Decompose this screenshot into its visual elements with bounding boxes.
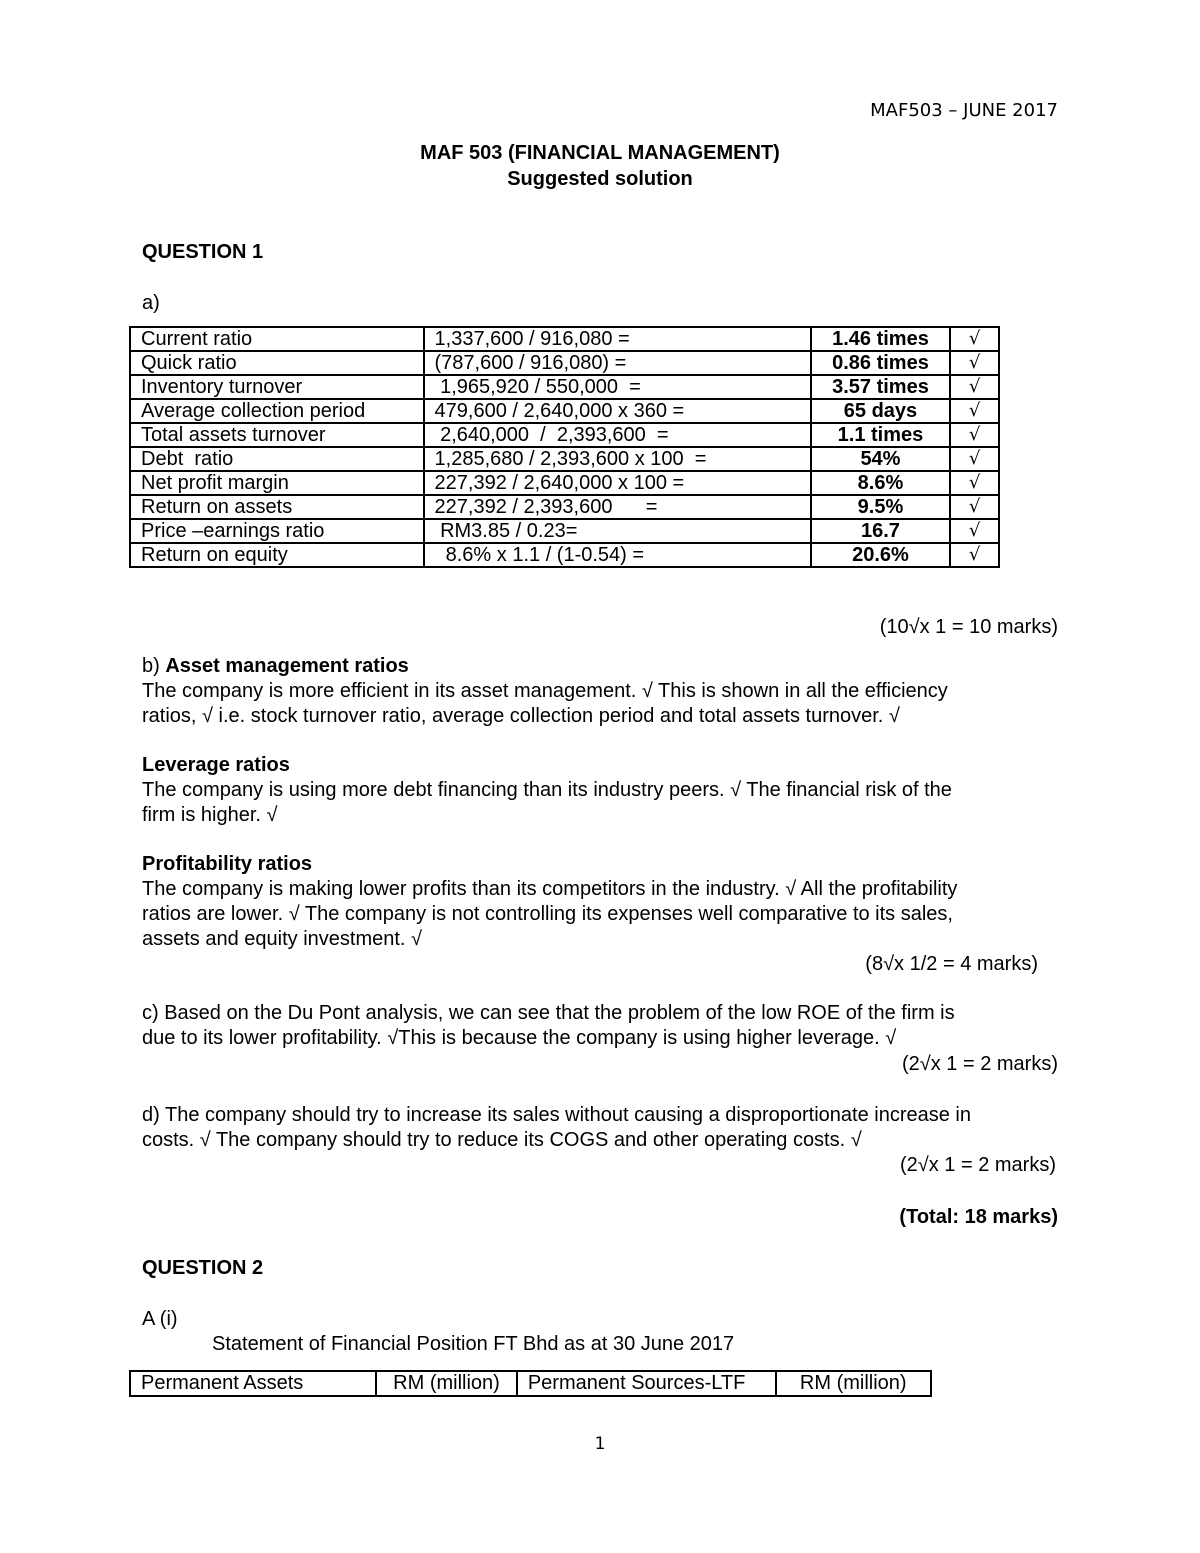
part-d-line-1: d) The company should try to increase its sales without causing a disproportionate increase in — [142, 1104, 971, 1126]
header-permanent-sources: Permanent Sources-LTF — [517, 1371, 776, 1396]
leverage-line-2: firm is higher. √ — [142, 804, 278, 826]
check-mark-icon: √ — [950, 495, 999, 519]
part-a-label: a) — [142, 292, 160, 314]
ratio-formula: 479,600 / 2,640,000 x 360 = — [424, 399, 811, 423]
check-mark-icon: √ — [950, 519, 999, 543]
leverage-line-1: The company is using more debt financing than its industry peers. √ The financial risk of the — [142, 779, 952, 801]
ratio-result: 16.7 — [811, 519, 951, 543]
ratio-formula: 1,337,600 / 916,080 = — [424, 327, 811, 351]
ratio-formula: 1,965,920 / 550,000 = — [424, 375, 811, 399]
header-permanent-assets: Permanent Assets — [130, 1371, 376, 1396]
ratio-name: Current ratio — [130, 327, 424, 351]
check-mark-icon: √ — [950, 375, 999, 399]
asset-line-1: The company is more efficient in its asset management. √ This is shown in all the efficiency — [142, 680, 948, 702]
document-title: MAF 503 (FINANCIAL MANAGEMENT) — [420, 142, 780, 164]
table-row — [130, 327, 999, 351]
part-d-line-2: costs. √ The company should try to reduce its COGS and other operating costs. √ — [142, 1129, 862, 1151]
ratio-name: Average collection period — [130, 399, 424, 423]
ratio-formula: RM3.85 / 0.23= — [424, 519, 811, 543]
marks-a: (10√x 1 = 10 marks) — [879, 616, 1058, 638]
ratio-formula: (787,600 / 916,080) = — [424, 351, 811, 375]
asset-management-heading — [142, 654, 409, 679]
ratio-name: Net profit margin — [130, 471, 424, 495]
part-c-line-1: c) Based on the Du Pont analysis, we can see that the problem of the low ROE of the firm is — [142, 1002, 955, 1024]
marks-b: (8√x 1/2 = 4 marks) — [865, 953, 1038, 975]
ratio-result: 9.5% — [811, 495, 951, 519]
ratio-name: Return on assets — [130, 495, 424, 519]
ratio-result: 8.6% — [811, 471, 951, 495]
ratio-result: 65 days — [811, 399, 951, 423]
ratio-formula: 227,392 / 2,393,600 = — [424, 495, 811, 519]
table-row — [130, 519, 999, 543]
part-b-label: b) — [142, 655, 160, 677]
marks-c: (2√x 1 = 2 marks) — [901, 1053, 1058, 1075]
check-mark-icon: √ — [950, 471, 999, 495]
check-mark-icon: √ — [950, 543, 999, 567]
ratio-result: 20.6% — [811, 543, 951, 567]
ratio-name: Inventory turnover — [130, 375, 424, 399]
table-row — [130, 495, 999, 519]
table-row — [130, 375, 999, 399]
asset-line-2: ratios, √ i.e. stock turnover ratio, average collection period and total assets turnover. √ — [142, 705, 900, 727]
financial-position-table — [129, 1370, 932, 1397]
ratio-name: Quick ratio — [130, 351, 424, 375]
part-a-i-label: A (i) — [142, 1308, 178, 1330]
ratio-formula: 1,285,680 / 2,393,600 x 100 = — [424, 447, 811, 471]
check-mark-icon: √ — [950, 423, 999, 447]
table-row — [130, 543, 999, 567]
page-number: 1 — [594, 1434, 606, 1454]
table-row — [130, 423, 999, 447]
ratio-result: 3.57 times — [811, 375, 951, 399]
check-mark-icon: √ — [950, 327, 999, 351]
ratio-result: 0.86 times — [811, 351, 951, 375]
ratio-result: 1.1 times — [811, 423, 951, 447]
ratio-formula: 227,392 / 2,640,000 x 100 = — [424, 471, 811, 495]
marks-d: (2√x 1 = 2 marks) — [899, 1154, 1056, 1176]
ratio-name: Total assets turnover — [130, 423, 424, 447]
ratio-name: Return on equity — [130, 543, 424, 567]
ratio-formula: 2,640,000 / 2,393,600 = — [424, 423, 811, 447]
header-rm-million-2: RM (million) — [776, 1371, 932, 1396]
ratio-name: Debt ratio — [130, 447, 424, 471]
document-subtitle: Suggested solution — [507, 168, 693, 190]
statement-title: Statement of Financial Position FT Bhd as at 30 June 2017 — [212, 1333, 735, 1355]
question-1-heading: QUESTION 1 — [142, 241, 264, 263]
ratio-table — [129, 326, 1000, 568]
table-row — [130, 471, 999, 495]
ratio-result: 54% — [811, 447, 951, 471]
table-row — [130, 447, 999, 471]
check-mark-icon: √ — [950, 447, 999, 471]
table-header-row — [130, 1371, 931, 1396]
header-code-date: MAF503 – JUNE 2017 — [870, 100, 1058, 121]
table-row — [130, 399, 999, 423]
profitability-line-3: assets and equity investment. √ — [142, 928, 423, 950]
check-mark-icon: √ — [950, 399, 999, 423]
table-row — [130, 351, 999, 375]
header-rm-million-1: RM (million) — [376, 1371, 517, 1396]
check-mark-icon: √ — [950, 351, 999, 375]
ratio-result: 1.46 times — [811, 327, 951, 351]
ratio-formula: 8.6% x 1.1 / (1-0.54) = — [424, 543, 811, 567]
profitability-line-2: ratios are lower. √ The company is not controlling its expenses well comparative to its sales, — [142, 903, 953, 925]
asset-management-title: Asset management ratios — [165, 655, 409, 677]
part-c-line-2: due to its lower profitability. √This is because the company is using higher leverage. √ — [142, 1027, 897, 1049]
total-marks: (Total: 18 marks) — [899, 1206, 1058, 1228]
profitability-line-1: The company is making lower profits than its competitors in the industry. √ All the profitability — [142, 878, 958, 900]
question-2-heading: QUESTION 2 — [142, 1257, 264, 1279]
profitability-heading: Profitability ratios — [142, 853, 313, 875]
leverage-heading: Leverage ratios — [142, 754, 290, 776]
ratio-name: Price –earnings ratio — [130, 519, 424, 543]
